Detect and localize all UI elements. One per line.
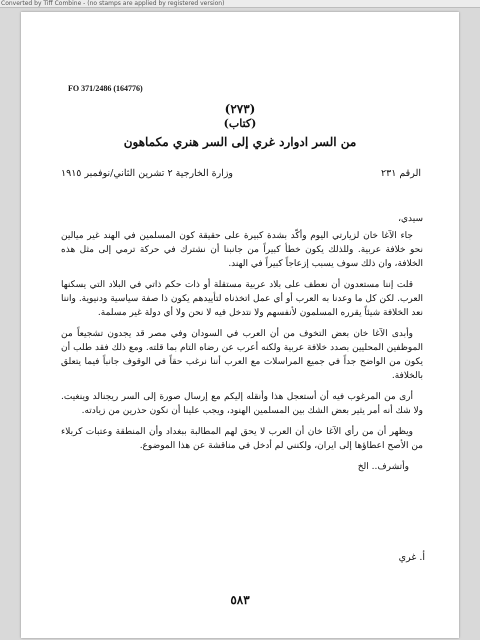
reference-number: الرقم ٢٣١ bbox=[381, 168, 421, 179]
closing-line: وأتشرف.. الخ bbox=[357, 462, 409, 472]
signature: أ. غري bbox=[398, 552, 425, 563]
document-date: وزارة الخارجية ٢ تشرين الثاني/نوفمبر ١٩١٥ bbox=[61, 168, 233, 179]
viewer-title-bar bbox=[0, 0, 480, 8]
document-type: (كتاب) bbox=[223, 117, 257, 130]
document-title: من السر ادوارد غري إلى السر هنري مكماهون bbox=[123, 135, 357, 149]
page-number: ٥٨٣ bbox=[230, 593, 250, 607]
letter-body bbox=[61, 212, 423, 474]
document-number: (٢٧٣) bbox=[224, 102, 256, 116]
document-page bbox=[21, 12, 459, 638]
paragraph-4: أرى من المرغوب فيه أن أستعجل هذا وأنقله إليكم مع إرسال صورة إلى السر ريجنالد وينغيت. ولا شك أنه أمر يثير بعض الشك بين المسلمين الهنود، ويجب علينا أن نكون حذرين من زيادته. bbox=[61, 392, 423, 416]
salutation: سيدي، bbox=[398, 214, 423, 224]
archive-folio-reference: FO 371/2486 (164776) bbox=[68, 84, 143, 93]
paragraph-2: قلت إننا مستعدون أن نعطف على بلاد عربية مستقلة أو ذات حكم ذاتي في البلاد التي يسكنها العرب. لكن كل ما وعدنا به العرب أو أي عمل اتخذناه لتأييدهم يكون ذا صفة سياسية ودنيوية. واننا نعد الخلافة شيئاً يقرره المسلمون لأنفسهم ولا نتدخل فيه لا نحن ولا أي دولة غير مسلمة. bbox=[61, 280, 423, 318]
converter-watermark: Converted by Tiff Combine - (no stamps are applied by registered version) bbox=[1, 0, 225, 7]
paragraph-1: جاء الآغا خان لزيارتي اليوم وأكّد بشدة كبيرة على حقيقة كون المسلمين في الهند غير ميالين نحو خلافة عربية. وللذلك يكون خطأ كبيراً من جانبنا أن نشترك في حركة ترمي إلى مثل هذه الخلافة، وان ذلك سوف يسبب إزعاجاً كبيراً في الهند. bbox=[61, 231, 423, 269]
paragraph-3: وأبدى الآغا خان بعض التخوف من أن العرب في السودان وفي مصر قد يجدون تشجيعاً من الموظفين المحليين بصدد خلافة عربية ولكنه أعرب عن رضاه التام بما قلته. ومع ذلك فقد طلب أن يكون من الواضح جداً في جميع المراسلات مع العرب أننا نرغب حقاً في الوقوف جانباً فيما يتعلق بالخلافة. bbox=[61, 329, 423, 381]
paragraph-5: ويظهر أن من رأي الآغا خان أن العرب لا يحق لهم المطالبة ببغداد وأن المنطقة وعتبات كربلاء من الأصح اعطاؤها إلى ايران، ولكنني لم أدخل في مناقشة عن هذا الموضوع. bbox=[61, 427, 423, 451]
